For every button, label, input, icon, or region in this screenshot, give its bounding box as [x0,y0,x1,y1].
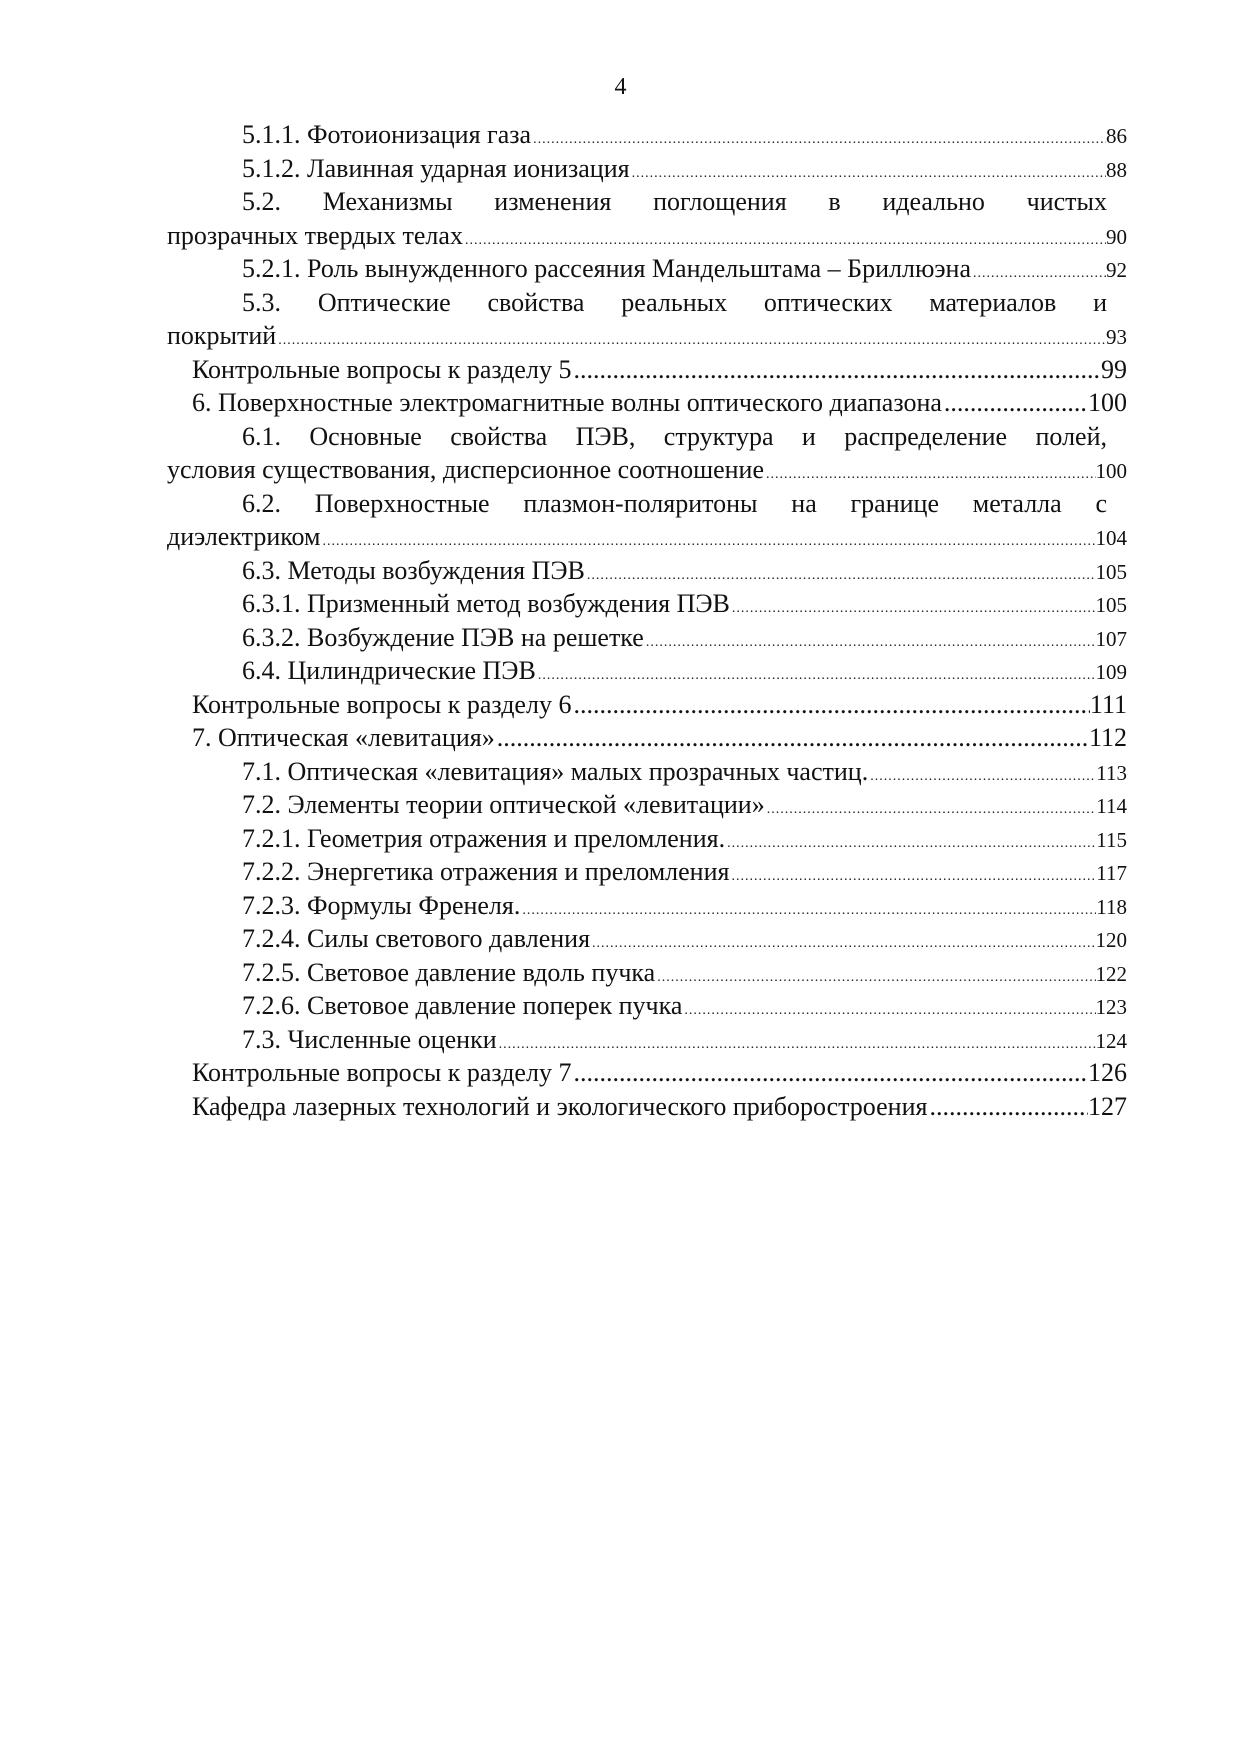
toc-entry-page: 109 [1095,660,1127,684]
toc-entry-page: 123 [1095,995,1127,1019]
toc-entry-title: 6. Поверхностные электромагнитные волны оптического диапазона [192,388,942,417]
toc-entry-page: 92 [1106,258,1127,282]
toc-entry-title: 7.2.1. Геометрия отражения и преломления. [242,823,726,853]
toc-entry-page: 111 [1089,689,1127,719]
toc-entry[interactable] [167,755,1127,789]
toc-entry-title: прозрачных твердых телах [167,220,463,250]
toc-entry[interactable] [167,889,1127,923]
toc-entry-page: 118 [1096,894,1127,919]
toc-entry-title: Кафедра лазерных технологий и экологического приборостроения [192,1091,928,1121]
toc-entry[interactable] [167,721,1127,755]
toc-entry[interactable] [167,185,1127,252]
toc-entry[interactable] [167,1090,1127,1124]
toc-entry-page: 105 [1095,593,1127,617]
toc-entry[interactable] [167,252,1127,286]
toc-entry-title: 7.2.5. Световое давление вдоль пучка [242,957,656,987]
toc-entry[interactable] [167,1056,1127,1090]
toc-entry[interactable] [167,822,1127,856]
toc-entry-title: 6.3.2. Возбуждение ПЭВ на решетке [242,622,644,652]
toc-entry[interactable] [167,989,1127,1023]
toc-entry[interactable] [167,420,1127,487]
toc-entry-page: 115 [1096,827,1127,852]
toc-entry-title: 5.1.1. Фотоионизация газа [242,120,532,149]
toc-entry-title: диэлектриком [167,522,321,551]
toc-entry-title: 6.3. Методы возбуждения ПЭВ [242,555,585,585]
toc-entry-title-line1: 6.1. Основные свойства ПЭВ, структура и распределение полей, [242,421,1107,451]
toc-entry[interactable] [167,554,1127,588]
toc-entry-title-line1: 5.3. Оптические свойства реальных оптических материалов и [242,287,1107,317]
toc-entry[interactable] [167,487,1127,554]
toc-entry-title: 7.2.3. Формулы Френеля. [242,890,521,920]
toc-entry-page: 100 [1088,388,1127,417]
toc-entry-page: 122 [1095,961,1127,986]
toc-entry-title: 7.2.4. Силы светового давления [242,924,591,953]
dot-leader [942,386,1088,420]
toc-entry-title: Контрольные вопросы к разделу 6 [192,689,572,719]
toc-entry-page: 120 [1095,928,1127,952]
dot-leader [571,353,1101,387]
toc-entry-title: 7.3. Численные оценки [242,1024,497,1054]
toc-entry-page: 104 [1095,526,1127,550]
toc-entry-page: 88 [1106,157,1127,182]
toc-entry-page: 90 [1106,224,1127,249]
dot-leader [571,1056,1088,1090]
toc-entry[interactable] [167,386,1127,420]
toc-entry[interactable] [167,855,1127,889]
toc-entry-title: 7.2. Элементы теории оптической «левитации» [242,790,765,819]
toc-entry-title: 5.2.1. Роль вынужденного рассеяния Мандельштама – Бриллюэна [242,254,971,283]
toc-entry-title: условия существования, дисперсионное соотношение [167,455,765,484]
toc-entry[interactable] [167,286,1127,353]
dot-leader [495,721,1089,755]
page-number: 4 [614,74,627,100]
toc-entry-title-line1: 6.2. Поверхностные плазмон-поляритоны на границе металла с [242,488,1107,518]
toc-entry-title: 6.3.1. Призменный метод возбуждения ПЭВ [242,589,730,618]
toc-entry-page: 126 [1088,1058,1127,1087]
toc-entry-page: 114 [1096,794,1127,818]
toc-entry[interactable] [167,1023,1127,1057]
toc-entry[interactable] [167,621,1127,655]
toc-entry-page: 127 [1088,1091,1127,1121]
toc-entry-title: Контрольные вопросы к разделу 5 [192,354,572,384]
toc-entry-page: 117 [1096,861,1127,885]
toc-entry-title: покрытий [167,321,277,350]
toc-entry-page: 107 [1095,626,1127,651]
toc-entry-title: 7.2.2. Энергетика отражения и преломления [242,857,730,886]
dot-leader [927,1090,1088,1124]
dot-leader [571,688,1089,722]
toc-entry-page: 105 [1095,559,1127,584]
toc-entry-title: 7. Оптическая «левитация» [192,723,495,752]
toc-entry-title: 7.1. Оптическая «левитация» малых прозрачных частиц. [242,756,869,786]
toc-entry-title: Контрольные вопросы к разделу 7 [192,1058,572,1087]
toc-entry[interactable] [167,956,1127,990]
toc-entry-page: 93 [1106,325,1127,349]
toc-entry[interactable] [167,152,1127,186]
toc-entry-page: 113 [1096,760,1127,785]
toc-entry-title: 7.2.6. Световое давление поперек пучка [242,991,683,1020]
table-of-contents [167,118,1127,1123]
toc-entry[interactable] [167,353,1127,387]
toc-entry-page: 124 [1095,1028,1127,1053]
toc-entry-page: 86 [1106,124,1127,148]
toc-entry[interactable] [167,788,1127,822]
toc-entry-title: 5.1.2. Лавинная ударная ионизация [242,153,630,183]
toc-entry[interactable] [167,118,1127,152]
toc-entry[interactable] [167,587,1127,621]
toc-entry-page: 100 [1095,459,1127,483]
toc-entry-title: 6.4. Цилиндрические ПЭВ [242,656,536,685]
toc-entry-title-line1: 5.2. Механизмы изменения поглощения в идеально чистых [242,187,1107,216]
toc-entry-page: 112 [1088,723,1127,752]
toc-entry[interactable] [167,654,1127,688]
toc-entry-page: 99 [1101,354,1127,384]
toc-entry[interactable] [167,688,1127,722]
toc-entry[interactable] [167,922,1127,956]
